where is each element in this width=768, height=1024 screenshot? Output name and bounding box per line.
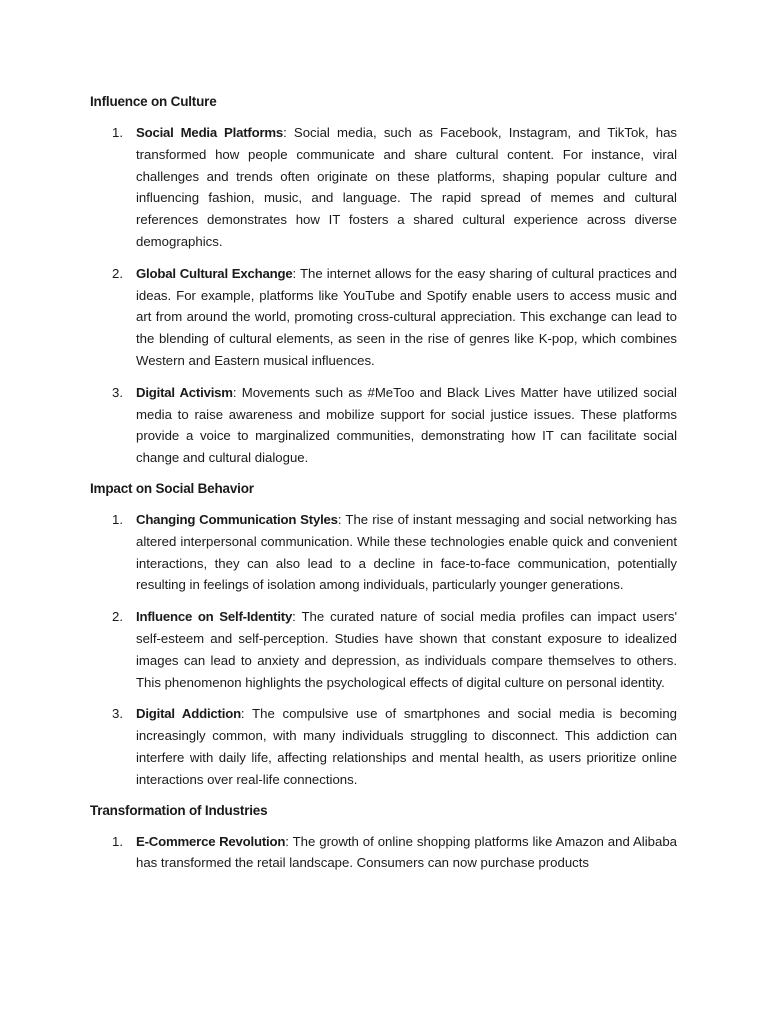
list-item-term: Influence on Self-Identity bbox=[136, 609, 293, 625]
list-item-term: Global Cultural Exchange bbox=[136, 265, 293, 281]
numbered-list bbox=[90, 509, 677, 791]
document-content bbox=[90, 92, 677, 884]
section-heading-transformation-of-industries: Transformation of Industries bbox=[90, 802, 268, 818]
list-item-text: : The growth of online shopping platforms like Amazon and Alibaba has transformed the retail landscape. Consumers can now purchase products bbox=[136, 833, 678, 871]
list-item-text: : The internet allows for the easy sharing of cultural practices and ideas. For example, platforms like YouTube and Spotify enable users to access music and art from around the world, promoting cross-cultural appreciation. This exchange can lead to the blending of cultural elements, as seen in the rise of genres like K-pop, which combines Western and Eastern musical influences. bbox=[136, 265, 677, 368]
numbered-list bbox=[90, 831, 677, 875]
list-number: 1. bbox=[112, 125, 123, 140]
list-item bbox=[90, 509, 677, 596]
list-number: 2. bbox=[112, 609, 123, 625]
list-item bbox=[90, 122, 677, 253]
list-item-term: Changing Communication Styles bbox=[136, 511, 338, 527]
list-item bbox=[90, 831, 677, 875]
list-item-term: E-Commerce Revolution bbox=[136, 833, 286, 849]
list-item-text: : The curated nature of social media profiles can impact users' self-esteem and self-perception. Studies have shown that constant exposure to idealized images can lead to anxiety and depression, as individuals compare themselves to others. This phenomenon highlights the psychological effects of digital culture on personal identity. bbox=[136, 609, 677, 690]
list-item bbox=[90, 606, 677, 693]
list-number: 2. bbox=[112, 265, 123, 281]
list-item bbox=[90, 263, 677, 372]
section-heading-impact-on-social-behavior: Impact on Social Behavior bbox=[90, 480, 254, 496]
list-item-term: Social Media Platforms bbox=[136, 125, 284, 140]
list-item-text: : Social media, such as Facebook, Instagram, and TikTok, has transformed how people communicate and share cultural content. For instance, viral challenges and trends often originate on these platforms, shaping popular culture and influencing fashion, music, and language. The rapid spread of memes and cultural references demonstrates how IT fosters a shared cultural experience across diverse demographics. bbox=[136, 125, 677, 249]
section-heading-influence-on-culture: Influence on Culture bbox=[90, 94, 217, 109]
list-number: 1. bbox=[112, 833, 123, 849]
list-number: 1. bbox=[112, 511, 123, 527]
list-item-term: Digital Addiction bbox=[136, 706, 241, 722]
list-item bbox=[90, 703, 677, 790]
list-item-text: : The compulsive use of smartphones and social media is becoming increasingly common, with many individuals struggling to disconnect. This addiction can interfere with daily life, affecting relationships and mental health, as users prioritize online interactions over real-life connections. bbox=[136, 706, 677, 787]
numbered-list bbox=[90, 122, 677, 469]
list-item-term: Digital Activism bbox=[136, 384, 233, 400]
list-number: 3. bbox=[112, 706, 123, 722]
list-item bbox=[90, 382, 677, 469]
list-number: 3. bbox=[112, 384, 123, 400]
list-item-text: : The rise of instant messaging and social networking has altered interpersonal communication. While these technologies enable quick and convenient interactions, they can also lead to a decline in face-to-face communication, potentially resulting in feelings of isolation among individuals, particularly younger generations. bbox=[136, 511, 677, 593]
list-item-text: : Movements such as #MeToo and Black Lives Matter have utilized social media to raise awareness and mobilize support for social justice issues. These platforms provide a voice to marginalized communities, demonstrating how IT can facilitate social change and cultural dialogue. bbox=[136, 384, 677, 466]
